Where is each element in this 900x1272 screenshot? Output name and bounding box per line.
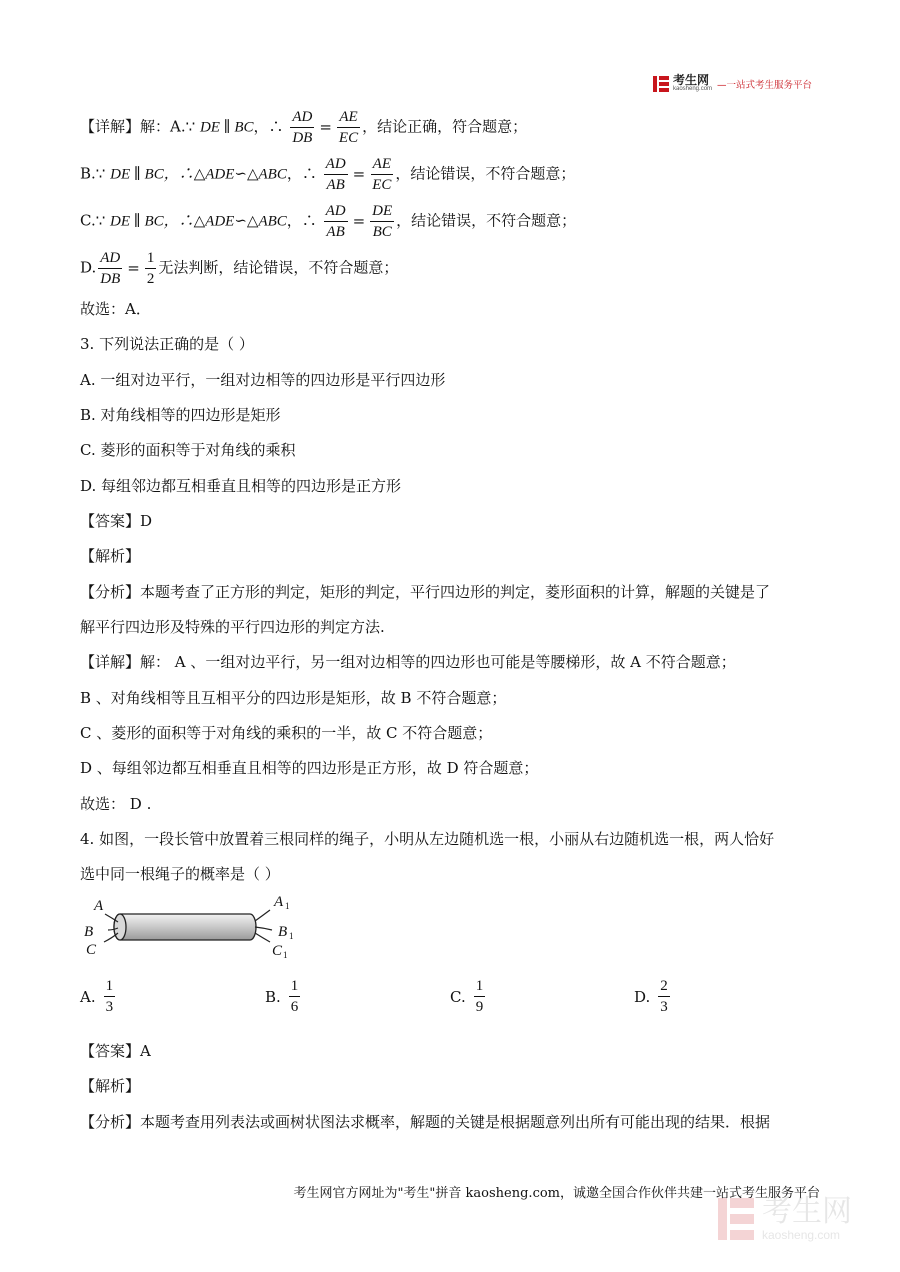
subscript-a1: 1 (285, 901, 290, 911)
q4-choice-c: C. $\frac{1}{9}$ (450, 978, 484, 1015)
watermark-name: 考生网 (762, 1194, 852, 1229)
q3-option-b: B. 对角线相等的四边形是矩形 (80, 406, 281, 424)
q4-stem-1: 4. 如图，一段长管中放置着三根同样的绳子，小明从左边随机选一根，小丽从右边随机选一根，两人恰好 (80, 830, 775, 848)
label-c1: C (272, 943, 283, 959)
q4-analysis-tag: 【解析】 (80, 1077, 141, 1095)
watermark-logo-icon (716, 1196, 756, 1242)
q3-analysis-1: 【分析】本题考查了正方形的判定，矩形的判定，平行四边形的判定，菱形面积的计算，解题的关键是了 (80, 583, 771, 601)
label-b1: B (278, 924, 288, 940)
watermark (716, 1196, 852, 1242)
q2-detail-c: C.∵ DE ∥ BC，∴△ADE∽△ABC，∴ $\frac{AD}{AB}$ = $\frac{DE}{BC}$ ，结论错误，不符合题意； (80, 203, 577, 240)
label-a1: A (274, 894, 284, 910)
q3-option-d: D. 每组邻边都互相垂直且相等的四边形是正方形 (80, 477, 402, 495)
q3-stem: 3. 下列说法正确的是（ ） (80, 335, 254, 353)
fraction: $\frac{AD}{DB}$ (100, 250, 121, 287)
q3-option-c: C. 菱形的面积等于对角线的乘积 (80, 441, 296, 459)
q4-stem-2: 选中同一根绳子的概率是（ ） (80, 865, 280, 883)
brand-slogan: —一站式考生服务平台 (717, 79, 813, 91)
fraction: $\frac{AD}{AB}$ (325, 156, 346, 193)
label-c: C (86, 942, 97, 958)
q3-choose: 故选： D . (80, 795, 152, 813)
q3-analysis-tag: 【解析】 (80, 547, 141, 565)
q4-analysis-1: 【分析】本题考查用列表法或画树状图法求概率，解题的关键是根据题意列出所有可能出现的结果．根据 (80, 1113, 771, 1131)
tube-left-end (114, 914, 126, 940)
q2-choose: 故选：A． (80, 300, 151, 318)
kaosheng-logo-icon (652, 75, 670, 93)
tube-body (114, 914, 256, 940)
q3-detail-4: D 、每组邻边都互相垂直且相等的四边形是正方形，故 D 符合题意； (80, 759, 539, 777)
q4-answer: 【答案】A (80, 1042, 151, 1060)
q3-detail-2: B 、对角线相等且互相平分的四边形是矩形，故 B 不符合题意； (80, 689, 507, 707)
subscript-c1: 1 (283, 950, 288, 960)
fraction: $\frac{1}{2}$ (146, 250, 155, 287)
q4-choice-a: A. $\frac{1}{3}$ (80, 978, 114, 1015)
brand-name: 考生网 (673, 73, 710, 87)
q3-option-a: A. 一组对边平行，一组对边相等的四边形是平行四边形 (80, 371, 446, 389)
label-a: A (94, 898, 104, 914)
q3-answer: 【答案】D (80, 512, 153, 530)
fraction: $\frac{AE}{EC}$ (338, 109, 359, 146)
footer-text: 考生网官方网址为"考生"拼音 kaosheng.com，诚邀全国合作伙伴共建一站式考生服务平台 (293, 1186, 820, 1201)
q2-detail-b: B.∵ DE ∥ BC，∴△ADE∽△ABC，∴ $\frac{AD}{AB}$ = $\frac{AE}{EC}$ ，结论错误，不符合题意； (80, 156, 576, 193)
q3-detail-1: 【详解】解： A 、一组对边平行，另一组对边相等的四边形也可能是等腰梯形，故 A 不符合题意； (80, 653, 736, 671)
subscript-b1: 1 (289, 931, 294, 941)
tube-figure (78, 892, 308, 964)
q4-choice-b: B. $\frac{1}{6}$ (265, 978, 299, 1015)
header-logo (652, 74, 812, 93)
q2-detail-a: 【详解】解：A.∵ DE ∥ BC，∴ $\frac{AD}{DB}$ = $\frac{AE}{EC}$ ，结论正确，符合题意； (80, 109, 528, 146)
q4-choice-d: D. $\frac{2}{3}$ (634, 978, 668, 1015)
q3-detail-3: C 、菱形的面积等于对角线的乘积的一半，故 C 不符合题意； (80, 724, 493, 742)
rope-ends-right (255, 910, 272, 942)
watermark-domain: kaosheng.com (762, 1228, 841, 1242)
q2-detail-d: D. $\frac{AD}{DB}$ = $\frac{1}{2}$ 无法判断，结论错误，不符合题意； (80, 250, 399, 287)
label-b: B (84, 924, 94, 940)
brand-domain: kaosheng.com (673, 86, 713, 92)
fraction: $\frac{DE}{BC}$ (372, 203, 393, 240)
logo-text (673, 74, 712, 93)
fraction: $\frac{AD}{AB}$ (325, 203, 346, 240)
fraction: $\frac{AE}{EC}$ (372, 156, 392, 193)
fraction: $\frac{AD}{DB}$ (292, 109, 313, 146)
q3-analysis-2: 解平行四边形及特殊的平行四边形的判定方法. (80, 618, 385, 636)
